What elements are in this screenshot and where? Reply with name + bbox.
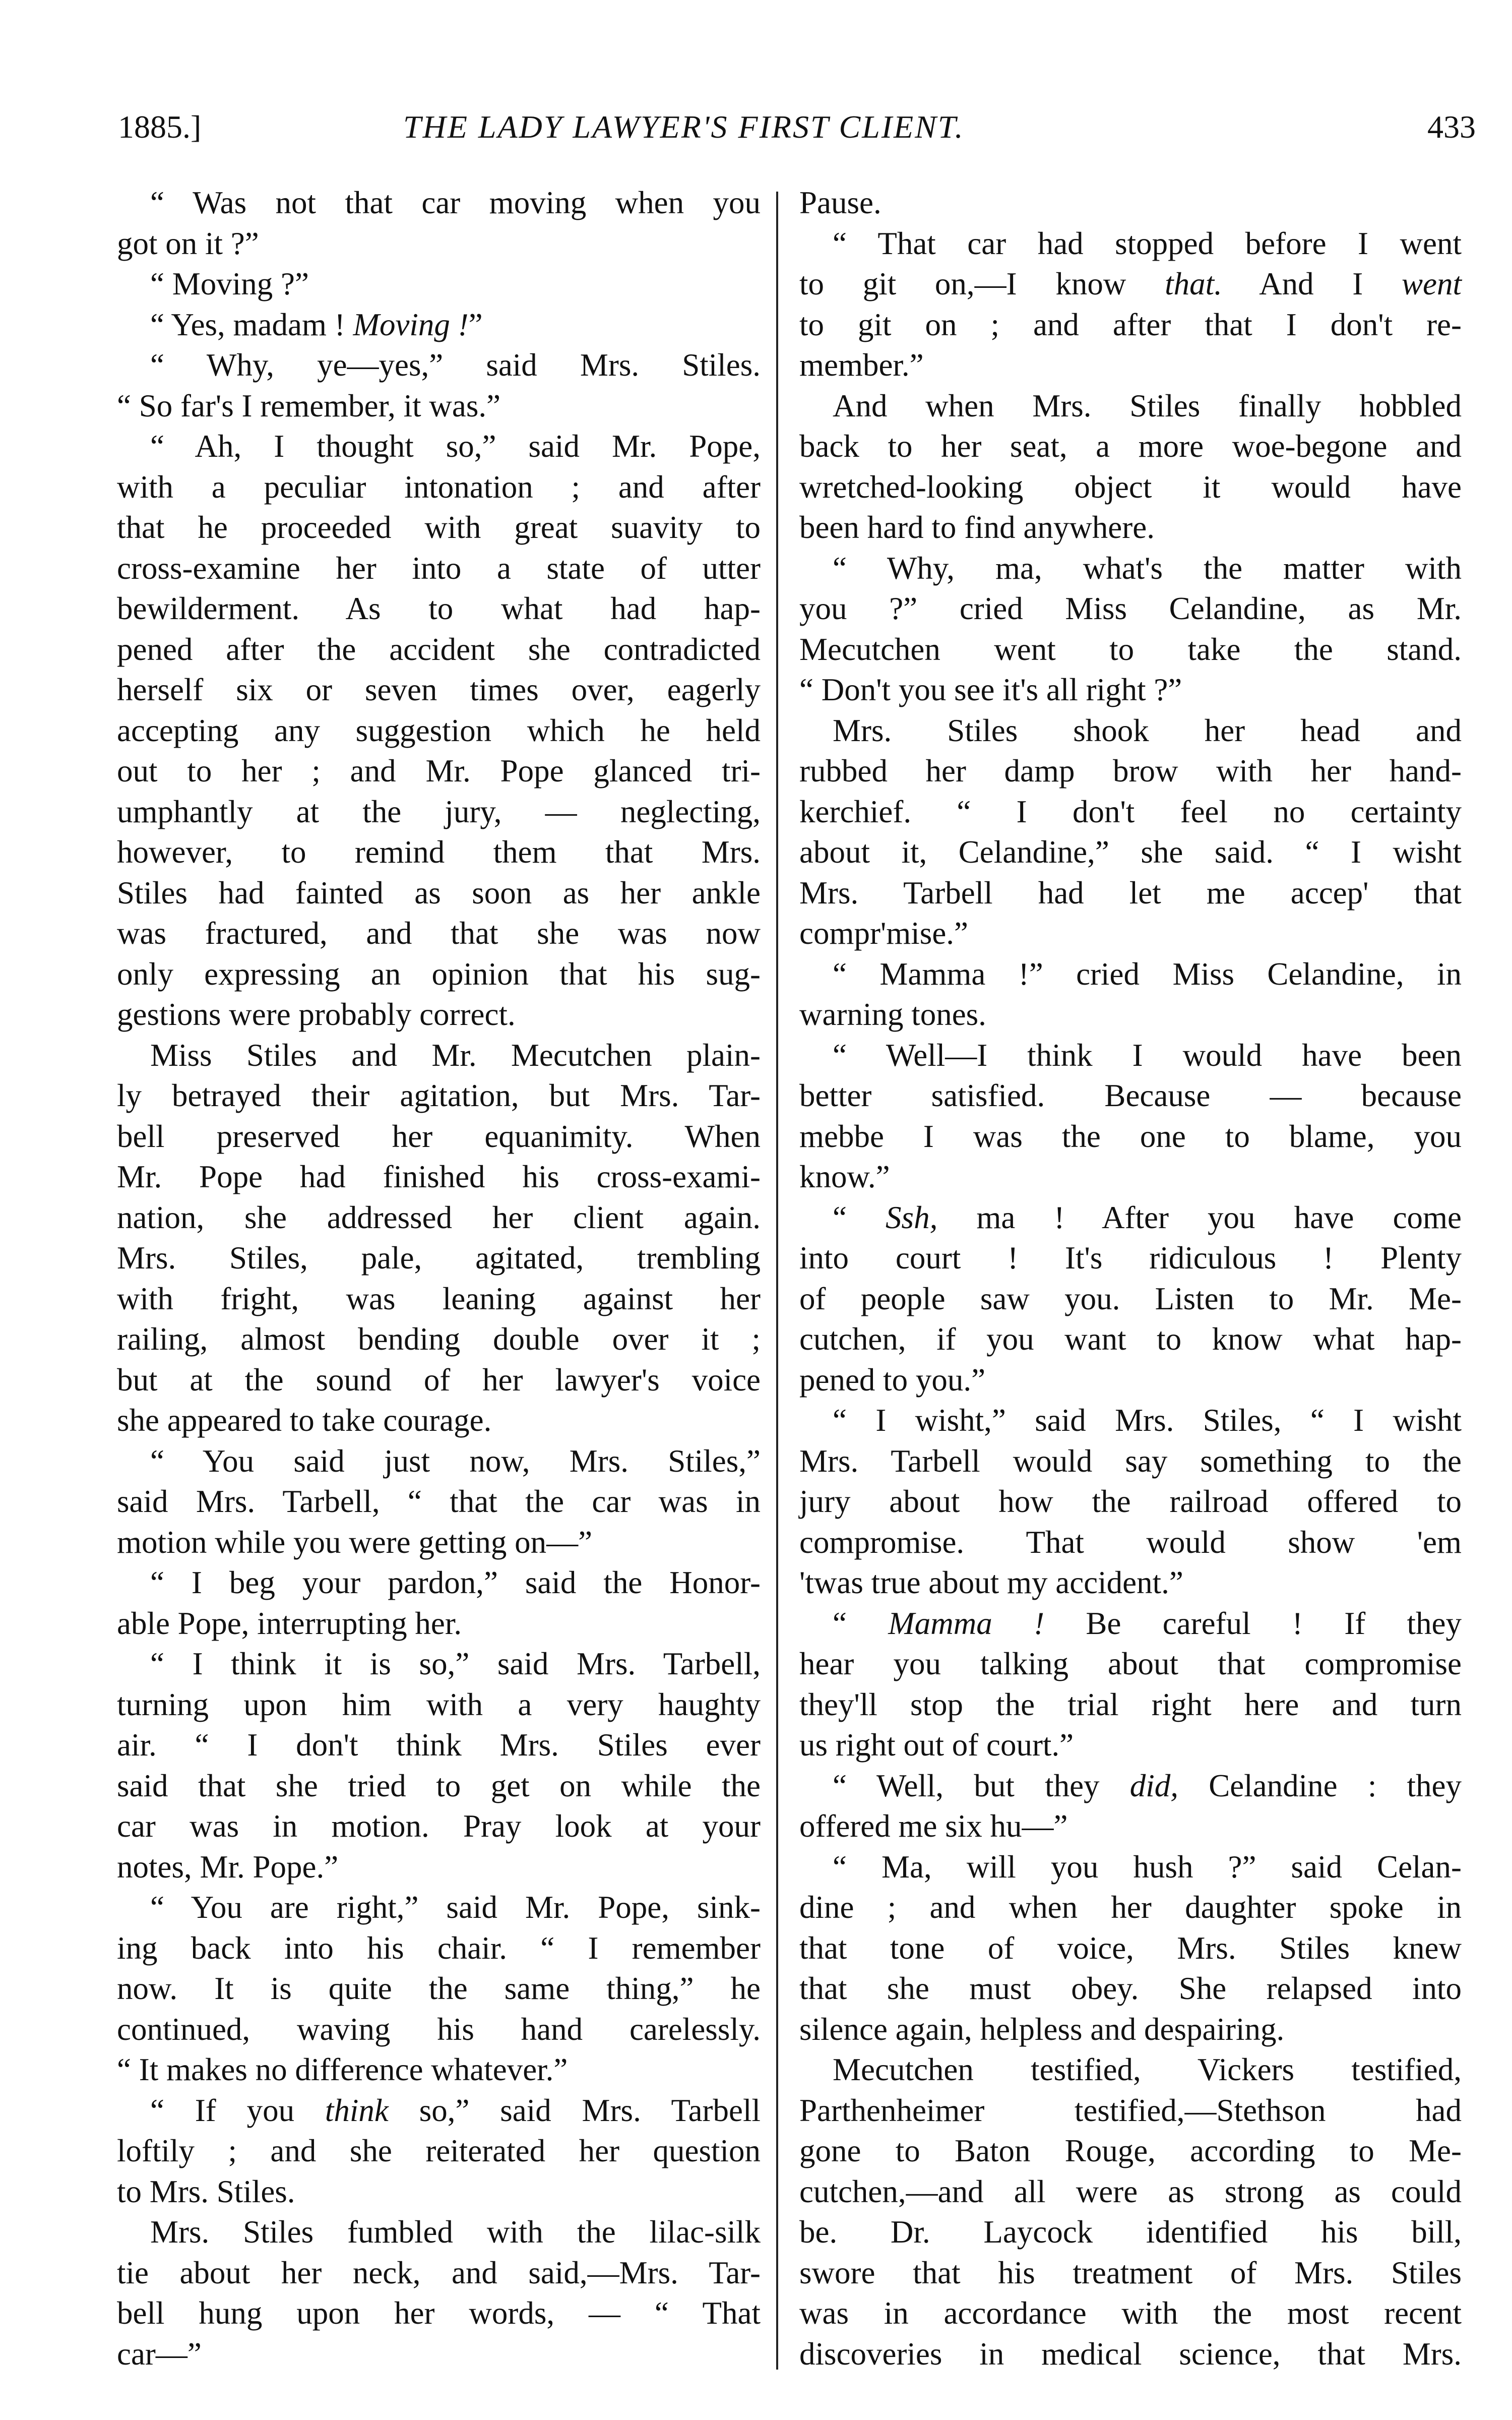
text-line: swore that his treatment of Mrs. Stiles [799, 2255, 1462, 2290]
text-line: air. “ I don't think Mrs. Stiles ever [117, 1727, 761, 1763]
text-line: “ If you think so,” said Mrs. Tarbell [150, 2092, 761, 2128]
text-line: Mr. Pope had finished his cross-exami- [117, 1159, 761, 1194]
text-line: Mrs. Stiles shook her head and [833, 712, 1462, 748]
italic-text: Ssh, [886, 1199, 938, 1235]
paragraph [799, 1197, 1462, 1401]
text-line: Mrs. Stiles, pale, agitated, trembling [117, 1240, 761, 1276]
text-line: into court ! It's ridiculous ! Plenty [799, 1240, 1462, 1276]
text-line: “ Mamma !” cried Miss Celandine, in [833, 956, 1462, 992]
text-line: now. It is quite the same thing,” he [117, 1971, 761, 2006]
text-line: herself six or seven times over, eagerly [117, 672, 761, 707]
paragraph [799, 710, 1462, 954]
paragraph [799, 1847, 1462, 2050]
right-column [799, 183, 1462, 2374]
italic-text: that. [1165, 266, 1222, 301]
paragraph [117, 1441, 761, 1563]
text-line: able Pope, interrupting her. [117, 1605, 462, 1641]
text-line: with fright, was leaning against her [117, 1281, 761, 1316]
text-line: however, to remind them that Mrs. [117, 834, 761, 870]
text-line: out to her ; and Mr. Pope glanced tri- [117, 753, 761, 789]
paragraph [799, 183, 1462, 223]
paragraph [117, 2090, 761, 2212]
text-line: dine ; and when her daughter spoke in [799, 1890, 1462, 1925]
text-line: “ Was not that car moving when you [150, 185, 761, 220]
italic-text: did, [1129, 1768, 1178, 1803]
text-line: Pause. [799, 185, 881, 220]
text-line: back to her seat, a more woe-begone and [799, 429, 1462, 464]
text-line: Mecutchen went to take the stand. [799, 631, 1462, 667]
text-line: of people saw you. Listen to Mr. Me- [799, 1281, 1462, 1316]
column-divider [776, 192, 778, 2370]
italic-text: Mamma ! [888, 1605, 1045, 1641]
text-line: compromise. That would show 'em [799, 1524, 1462, 1560]
paragraph [117, 305, 761, 345]
text-line: that he proceeded with great suavity to [117, 510, 761, 545]
text-line: cutchen, if you want to know what hap- [799, 1321, 1462, 1357]
text-line: mebbe I was the one to blame, you [799, 1118, 1462, 1154]
text-line: pened after the accident she contradicted [117, 631, 761, 667]
text-line: that she must obey. She relapsed into [799, 1971, 1462, 2006]
paragraph [117, 2212, 761, 2374]
text-line: And when Mrs. Stiles finally hobbled [833, 388, 1462, 424]
running-head-year: 1885.] [118, 109, 202, 145]
text-line: kerchief. “ I don't feel no certainty [799, 794, 1462, 829]
paragraph [117, 426, 761, 1035]
text-line: offered me six hu—” [799, 1808, 1068, 1844]
text-line: “ Ma, will you hush ?” said Celan- [833, 1849, 1462, 1885]
italic-text: think [325, 2092, 389, 2128]
text-line: Miss Stiles and Mr. Mecutchen plain- [150, 1037, 761, 1073]
paragraph [799, 548, 1462, 710]
text-line: bewilderment. As to what had hap- [117, 591, 761, 626]
text-line: discoveries in medical science, that Mrs. [799, 2336, 1462, 2372]
text-line: turning upon him with a very haughty [117, 1686, 761, 1722]
text-line: pened to you.” [799, 1362, 986, 1398]
text-line: “ Moving ?” [150, 266, 309, 301]
text-line: ing back into his chair. “ I remember [117, 1930, 761, 1966]
text-line: bell preserved her equanimity. When [117, 1118, 761, 1154]
text-line: railing, almost bending double over it ; [117, 1321, 761, 1357]
text-line: they'll stop the trial right here and turn [799, 1686, 1462, 1722]
paragraph [117, 1887, 761, 2090]
text-line: to git on ; and after that I don't re- [799, 307, 1462, 342]
text-line: “ Well, but they did, Celandine : they [833, 1768, 1462, 1803]
text-line: know.” [799, 1159, 890, 1194]
paragraph [799, 223, 1462, 386]
text-line: Stiles had fainted as soon as her ankle [117, 875, 761, 911]
text-line: to git on,—I know that. And I went [799, 266, 1462, 301]
text-line: member.” [799, 347, 924, 383]
text-line: Mrs. Tarbell would say something to the [799, 1443, 1462, 1479]
text-line: “ Don't you see it's all right ?” [799, 672, 1182, 707]
text-line: “ It makes no difference whatever.” [117, 2052, 568, 2087]
text-line: accepting any suggestion which he held [117, 712, 761, 748]
paragraph [799, 1766, 1462, 1847]
paragraph [799, 1035, 1462, 1197]
italic-text: went [1402, 266, 1462, 301]
paragraph [117, 183, 761, 264]
text-line: with a peculiar intonation ; and after [117, 469, 761, 505]
text-line: notes, Mr. Pope.” [117, 1849, 339, 1885]
text-line: said Mrs. Tarbell, “ that the car was in [117, 1484, 761, 1519]
text-line: Mrs. Tarbell had let me accep' that [799, 875, 1462, 911]
text-line: got on it ?” [117, 225, 259, 261]
text-line: car was in motion. Pray look at your [117, 1808, 761, 1844]
text-line: “ Well—I think I would have been [833, 1037, 1462, 1073]
text-line: that tone of voice, Mrs. Stiles knew [799, 1930, 1462, 1966]
text-line: us right out of court.” [799, 1727, 1074, 1763]
text-line: you ?” cried Miss Celandine, as Mr. [799, 591, 1462, 626]
text-line: car—” [117, 2336, 202, 2372]
text-line: Parthenheimer testified,—Stethson had [799, 2092, 1462, 2128]
text-line: “ Mamma ! Be careful ! If they [833, 1605, 1462, 1641]
text-line: been hard to find anywhere. [799, 510, 1155, 545]
text-line: loftily ; and she reiterated her question [117, 2133, 761, 2168]
paragraph [117, 345, 761, 426]
text-line: silence again, helpless and despairing. [799, 2011, 1285, 2047]
text-line: “ I wisht,” said Mrs. Stiles, “ I wisht [833, 1403, 1462, 1438]
text-line: Mecutchen testified, Vickers testified, [833, 2052, 1462, 2087]
paragraph [117, 1562, 761, 1644]
text-line: umphantly at the jury, — neglecting, [117, 794, 761, 829]
text-line: cross-examine her into a state of utter [117, 550, 761, 586]
text-line: “ You are right,” said Mr. Pope, sink- [150, 1890, 761, 1925]
text-line: but at the sound of her lawyer's voice [117, 1362, 761, 1398]
paragraph [799, 1400, 1462, 1603]
text-line: Mrs. Stiles fumbled with the lilac-silk [150, 2214, 761, 2250]
text-line: nation, she addressed her client again. [117, 1199, 761, 1235]
text-line: bell hung upon her words, — “ That [117, 2295, 761, 2331]
paragraph [117, 264, 761, 305]
text-line: only expressing an opinion that his sug- [117, 956, 761, 992]
paragraph [799, 954, 1462, 1035]
text-line: rubbed her damp brow with her hand- [799, 753, 1462, 789]
text-line: “ I think it is so,” said Mrs. Tarbell, [150, 1646, 761, 1681]
text-line: cutchen,—and all were as strong as could [799, 2173, 1462, 2209]
text-line: 'twas true about my accident.” [799, 1565, 1183, 1600]
text-line: “ Why, ma, what's the matter with [833, 550, 1462, 586]
text-line: she appeared to take courage. [117, 1403, 492, 1438]
text-line: was fractured, and that she was now [117, 916, 761, 951]
running-head-title: THE LADY LAWYER'S FIRST CLIENT. [403, 109, 965, 145]
paragraph [117, 1035, 761, 1441]
text-line: better satisfied. Because — because [799, 1078, 1462, 1113]
text-line: continued, waving his hand carelessly. [117, 2011, 761, 2047]
text-line: to Mrs. Stiles. [117, 2173, 295, 2209]
text-line: about it, Celandine,” she said. “ I wisht [799, 834, 1462, 870]
text-line: warning tones. [799, 997, 986, 1032]
paragraph [799, 386, 1462, 548]
paragraph [799, 2049, 1462, 2374]
text-line: was in accordance with the most recent [799, 2295, 1462, 2331]
text-line: “ Why, ye—yes,” said Mrs. Stiles. [150, 347, 761, 383]
text-line: gone to Baton Rouge, according to Me- [799, 2133, 1462, 2168]
text-line: motion while you were getting on—” [117, 1524, 593, 1560]
text-line: tie about her neck, and said,—Mrs. Tar- [117, 2255, 761, 2290]
text-line: ly betrayed their agitation, but Mrs. Tar- [117, 1078, 761, 1113]
text-line: compr'mise.” [799, 916, 968, 951]
text-line: “ You said just now, Mrs. Stiles,” [150, 1443, 761, 1479]
text-line: wretched-looking object it would have [799, 469, 1462, 505]
left-column [117, 183, 761, 2374]
text-line: hear you talking about that compromise [799, 1646, 1462, 1681]
text-line: “ Yes, madam ! Moving !” [150, 307, 483, 342]
text-line: “ Ssh, ma ! After you have come [833, 1199, 1462, 1235]
text-line: “ That car had stopped before I went [833, 225, 1462, 261]
text-line: “ I beg your pardon,” said the Honor- [150, 1565, 761, 1600]
paragraph [799, 1603, 1462, 1766]
page-number: 433 [1427, 109, 1476, 145]
paragraph [117, 1644, 761, 1887]
text-line: “ So far's I remember, it was.” [117, 388, 501, 424]
text-line: be. Dr. Laycock identified his bill, [799, 2214, 1462, 2250]
text-line: said that she tried to get on while the [117, 1768, 761, 1803]
text-line: “ Ah, I thought so,” said Mr. Pope, [150, 429, 761, 464]
text-line: gestions were probably correct. [117, 997, 516, 1032]
italic-text: Moving ! [353, 307, 469, 342]
text-line: jury about how the railroad offered to [799, 1484, 1462, 1519]
